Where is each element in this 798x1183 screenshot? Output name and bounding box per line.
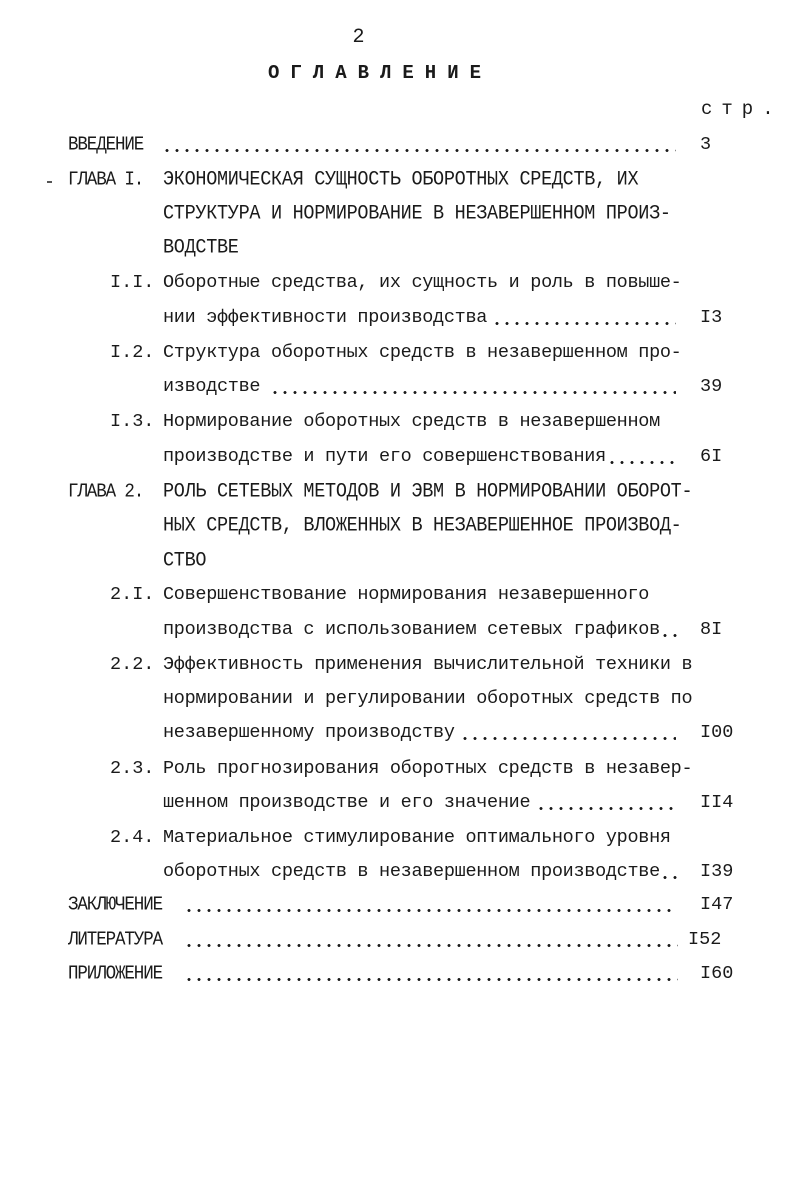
- dot-leader: [270, 370, 676, 404]
- dot-leader: [184, 957, 678, 991]
- entry-page: 8I: [700, 619, 723, 640]
- section-number: I.I.: [110, 272, 155, 293]
- dot-leader: [660, 613, 678, 647]
- section-title-line: производства с использованием сетевых графиков: [163, 619, 660, 640]
- section-number: I.3.: [110, 411, 155, 432]
- section-title-line: Совершенствование нормирования незавершенного: [163, 584, 650, 605]
- chapter-title-line: ЭКОНОМИЧЕСКАЯ СУЩНОСТЬ ОБОРОТНЫХ СРЕДСТВ, ИХ: [163, 167, 639, 192]
- section-title-line: производстве и пути его совершенствования: [163, 446, 606, 467]
- section-number: 2.4.: [110, 827, 155, 848]
- chapter-number: ГЛАВА I.: [68, 168, 144, 192]
- entry-page: 6I: [700, 446, 723, 467]
- chapter-title-line: СТВО: [163, 548, 207, 573]
- entry-page: I60: [700, 963, 734, 984]
- section-title-line: Нормирование оборотных средств в незавершенном: [163, 411, 660, 432]
- page-number: 2: [352, 26, 366, 49]
- section-title-line: нии эффективности производства: [163, 307, 488, 328]
- dot-leader: [460, 716, 676, 750]
- section-title-line: изводстве: [163, 376, 261, 397]
- entry-label: ЗАКЛЮЧЕНИЕ: [68, 893, 163, 917]
- dot-leader: [536, 786, 676, 820]
- entry-label: ВВЕДЕНИЕ: [68, 133, 144, 157]
- section-title-line: Материальное стимулирование оптимального уровня: [163, 827, 671, 848]
- section-title-line: Эффективность применения вычислительной техники в: [163, 654, 693, 675]
- entry-label: ПРИЛОЖЕНИЕ: [68, 962, 163, 986]
- page-title: ОГЛАВЛЕНИЕ: [267, 62, 493, 84]
- entry-page: I52: [688, 929, 722, 950]
- section-title-line: нормировании и регулировании оборотных средств по: [163, 688, 693, 709]
- section-number: 2.3.: [110, 758, 155, 779]
- section-title-line: Оборотные средства, их сущность и роль в повыше-: [163, 272, 682, 293]
- section-title-line: незавершенному производству: [163, 722, 455, 743]
- section-title-line: Структура оборотных средств в незавершенном про-: [163, 342, 682, 363]
- margin-mark: [47, 181, 52, 183]
- entry-page: I3: [700, 307, 723, 328]
- page-column-label: стр.: [701, 98, 783, 120]
- chapter-number: ГЛАВА 2.: [68, 480, 144, 504]
- dot-leader: [184, 888, 676, 922]
- dot-leader: [607, 440, 677, 474]
- dot-leader: [162, 128, 676, 162]
- entry-page: 3: [700, 134, 712, 155]
- chapter-title-line: РОЛЬ СЕТЕВЫХ МЕТОДОВ И ЭВМ В НОРМИРОВАНИИ ОБОРОТ-: [163, 479, 693, 504]
- entry-page: I47: [700, 894, 734, 915]
- entry-page: II4: [700, 792, 734, 813]
- section-title-line: Роль прогнозирования оборотных средств в незавер-: [163, 758, 693, 779]
- dot-leader: [184, 923, 678, 957]
- chapter-title-line: НЫХ СРЕДСТВ, ВЛОЖЕННЫХ В НЕЗАВЕРШЕННОЕ ПРОИЗВОД-: [163, 513, 682, 538]
- entry-page: I39: [700, 861, 734, 882]
- dot-leader: [660, 855, 678, 889]
- section-number: 2.I.: [110, 584, 155, 605]
- section-number: 2.2.: [110, 654, 155, 675]
- chapter-title-line: СТРУКТУРА И НОРМИРОВАНИЕ В НЕЗАВЕРШЕННОМ ПРОИЗ-: [163, 201, 671, 226]
- entry-label: ЛИТЕРАТУРА: [68, 928, 163, 952]
- section-number: I.2.: [110, 342, 155, 363]
- section-title-line: оборотных средств в незавершенном производстве: [163, 861, 660, 882]
- entry-page: 39: [700, 376, 723, 397]
- chapter-title-line: ВОДСТВЕ: [163, 235, 239, 260]
- dot-leader: [492, 301, 676, 335]
- section-title-line: шенном производстве и его значение: [163, 792, 531, 813]
- entry-page: I00: [700, 722, 734, 743]
